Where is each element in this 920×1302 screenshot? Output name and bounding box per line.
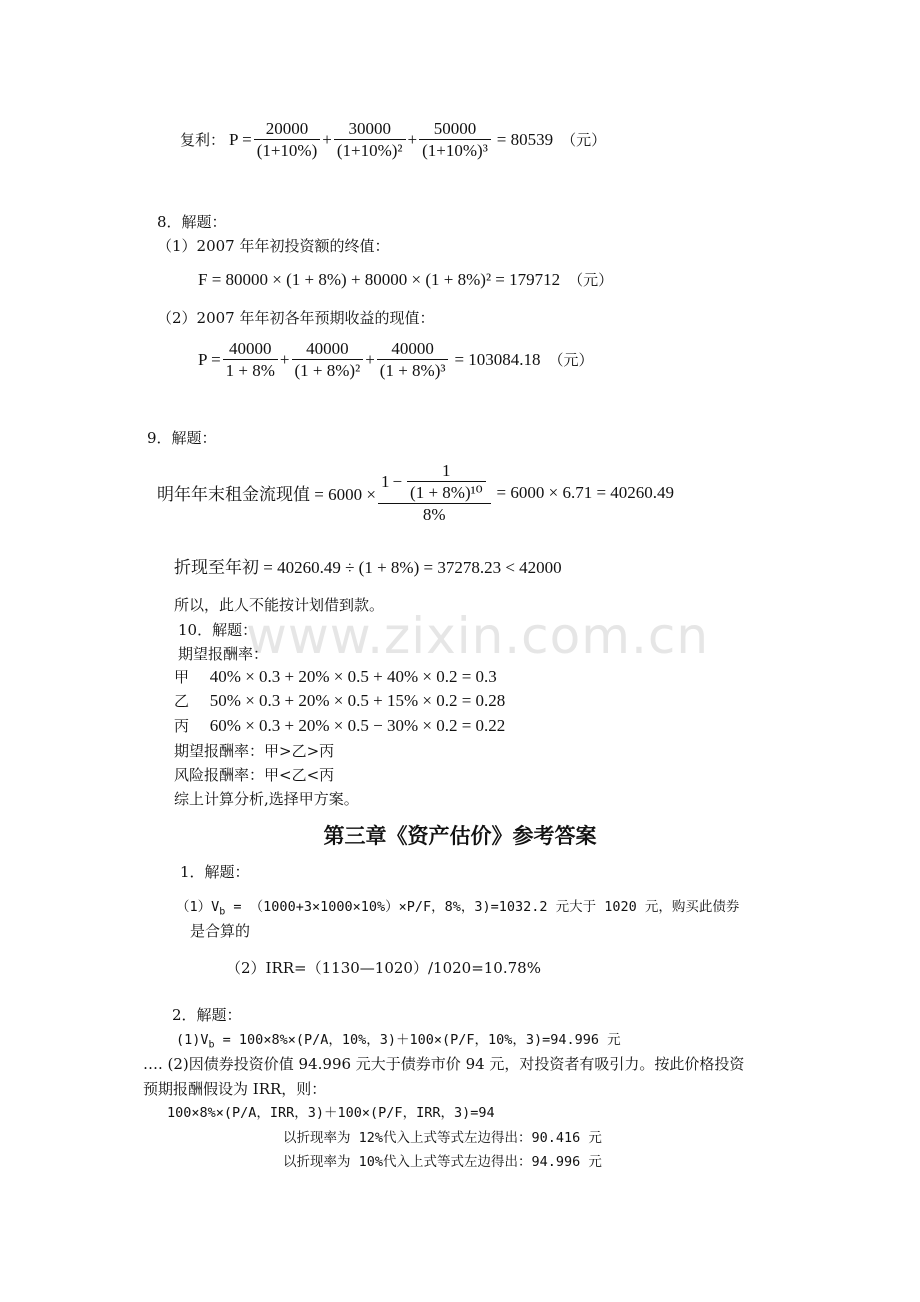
fraction-denominator: (1 + 8%)²	[294, 361, 361, 380]
row-equation: 40% × 0.3 + 20% × 0.5 + 40% × 0.2 = 0.3	[209, 667, 497, 686]
watermark-text: www.zixin.com.cn	[246, 607, 710, 665]
fraction-denominator: 1 + 8%	[225, 361, 275, 380]
row-name: 乙	[174, 692, 190, 710]
fraction-numerator: 50000	[419, 118, 491, 140]
q8-fraction-2	[292, 338, 364, 381]
numerator-one: 1	[380, 472, 390, 491]
plus-sign: +	[407, 129, 418, 149]
plus-sign: +	[365, 349, 375, 369]
q10-row-bing	[174, 716, 505, 736]
q8-fraction-1	[223, 338, 278, 381]
fraction-numerator: 40000	[292, 338, 364, 360]
row-name: 甲	[174, 668, 190, 686]
chapter-title: 第三章《资产估价》参考答案	[323, 824, 597, 848]
compound-lhs: P =	[229, 129, 252, 149]
q9-equation	[157, 460, 674, 525]
q8-equation-p	[198, 338, 594, 381]
equation-result: = 103084.18	[454, 349, 541, 369]
q8-part2: （2）2007 年年初各年预期收益的现值：	[157, 309, 435, 327]
compound-fraction-3	[419, 118, 491, 161]
q10-risk-comparison: 风险报酬率：甲<乙<丙	[174, 766, 335, 784]
q8-fraction-3	[377, 338, 449, 381]
text-part: （1）V	[176, 899, 220, 915]
inner-fraction	[407, 460, 485, 503]
row-equation: 50% × 0.3 + 20% × 0.5 + 15% × 0.2 = 0.28	[209, 691, 506, 710]
ch3-q1-line2: （2）IRR=（1130—1020）/1020=10.78%	[226, 959, 541, 977]
fraction-numerator: 40000	[377, 338, 449, 360]
ch3-q2-line4: 100×8%×(P/A，IRR，3)＋100×(P/F，IRR，3)=94	[167, 1105, 495, 1121]
ch3-q2-heading: 2．解题：	[172, 1006, 242, 1024]
fraction-numerator: 40000	[223, 338, 278, 360]
fraction-numerator	[378, 460, 491, 504]
fraction-numerator: 20000	[254, 118, 321, 140]
compound-fraction-1	[254, 118, 321, 161]
inner-numerator: 1	[407, 460, 485, 482]
fraction-denominator: 8%	[422, 505, 446, 524]
q10-heading: 10．解题：	[178, 621, 258, 639]
inner-denominator: (1 + 8%)¹⁰	[410, 483, 483, 502]
ch3-q2-line6: 以折现率为 10%代入上式等式左边得出：94.996 元	[283, 1154, 602, 1170]
q9-annuity-fraction	[378, 460, 491, 525]
equation-text: F = 80000 × (1 + 8%) + 80000 × (1 + 8%)² = 179712	[198, 270, 561, 289]
compound-result: = 80539	[496, 129, 554, 149]
fraction-denominator: (1 + 8%)³	[379, 361, 446, 380]
ch3-q1-line1-continuation: 是合算的	[190, 922, 251, 940]
equation-rhs: = 6000 × 6.71 = 40260.49	[496, 482, 675, 502]
compound-fraction-2	[334, 118, 406, 161]
subscript-b: b	[208, 1039, 215, 1051]
q10-row-jia	[174, 667, 497, 687]
q9-heading: 9．解题：	[147, 429, 217, 447]
fraction-numerator: 30000	[334, 118, 406, 140]
fraction-denominator: (1+10%)²	[336, 141, 403, 160]
fraction-denominator: (1+10%)	[256, 141, 318, 160]
text-part: = 100×8%×(P/A，10%，3)＋100×(P/F，10%，3)=94.996 元	[214, 1032, 621, 1048]
q8-equation-f	[198, 270, 613, 290]
q9-conclusion: 所以，此人不能按计划借到款。	[174, 596, 385, 614]
minus-sign: −	[392, 472, 403, 491]
plus-sign: +	[322, 129, 332, 149]
ch3-q1-heading: 1．解题：	[180, 863, 250, 881]
compound-equation	[180, 118, 606, 161]
equation-unit: （元）	[568, 271, 614, 289]
ch3-q1-line1	[176, 897, 739, 923]
q10-row-yi	[174, 691, 505, 711]
q10-summary: 综上计算分析,选择甲方案。	[174, 790, 359, 808]
compound-unit: （元）	[561, 131, 607, 149]
q9-discount-equation: 折现至年初 = 40260.49 ÷ (1 + 8%) = 37278.23 < 42000	[174, 558, 562, 577]
ch3-q2-line5: 以折现率为 12%代入上式等式左边得出：90.416 元	[283, 1130, 602, 1146]
ch3-q2-line2: …. (2)因债券投资价值 94.996 元大于债券市价 94 元，对投资者有吸引力。按此价格投资	[143, 1055, 745, 1073]
plus-sign: +	[279, 349, 290, 369]
text-part: (1)V	[176, 1032, 209, 1048]
equation-lhs: 明年年末租金流现值 = 6000 ×	[157, 485, 376, 504]
equation-unit: （元）	[548, 351, 594, 369]
text-part: = （1000+3×1000×10%）×P/F，8%，3)=1032.2 元大于 1020 元，购买此债券	[225, 899, 740, 915]
row-equation: 60% × 0.3 + 20% × 0.5 − 30% × 0.2 = 0.22	[209, 716, 506, 735]
q10-expected-label: 期望报酬率：	[178, 645, 269, 663]
ch3-q2-line3: 预期报酬假设为 IRR，则：	[143, 1080, 327, 1098]
row-name: 丙	[174, 717, 190, 735]
equation-lhs: P =	[198, 349, 221, 369]
fraction-denominator: (1+10%)³	[422, 141, 488, 160]
subscript-b: b	[219, 906, 226, 918]
q8-heading: 8．解题：	[157, 213, 227, 231]
compound-label: 复利：	[180, 131, 226, 149]
ch3-q2-line1	[176, 1030, 621, 1056]
q8-part1: （1）2007 年年初投资额的终值：	[157, 237, 390, 255]
q10-expected-comparison: 期望报酬率：甲>乙>丙	[174, 742, 335, 760]
